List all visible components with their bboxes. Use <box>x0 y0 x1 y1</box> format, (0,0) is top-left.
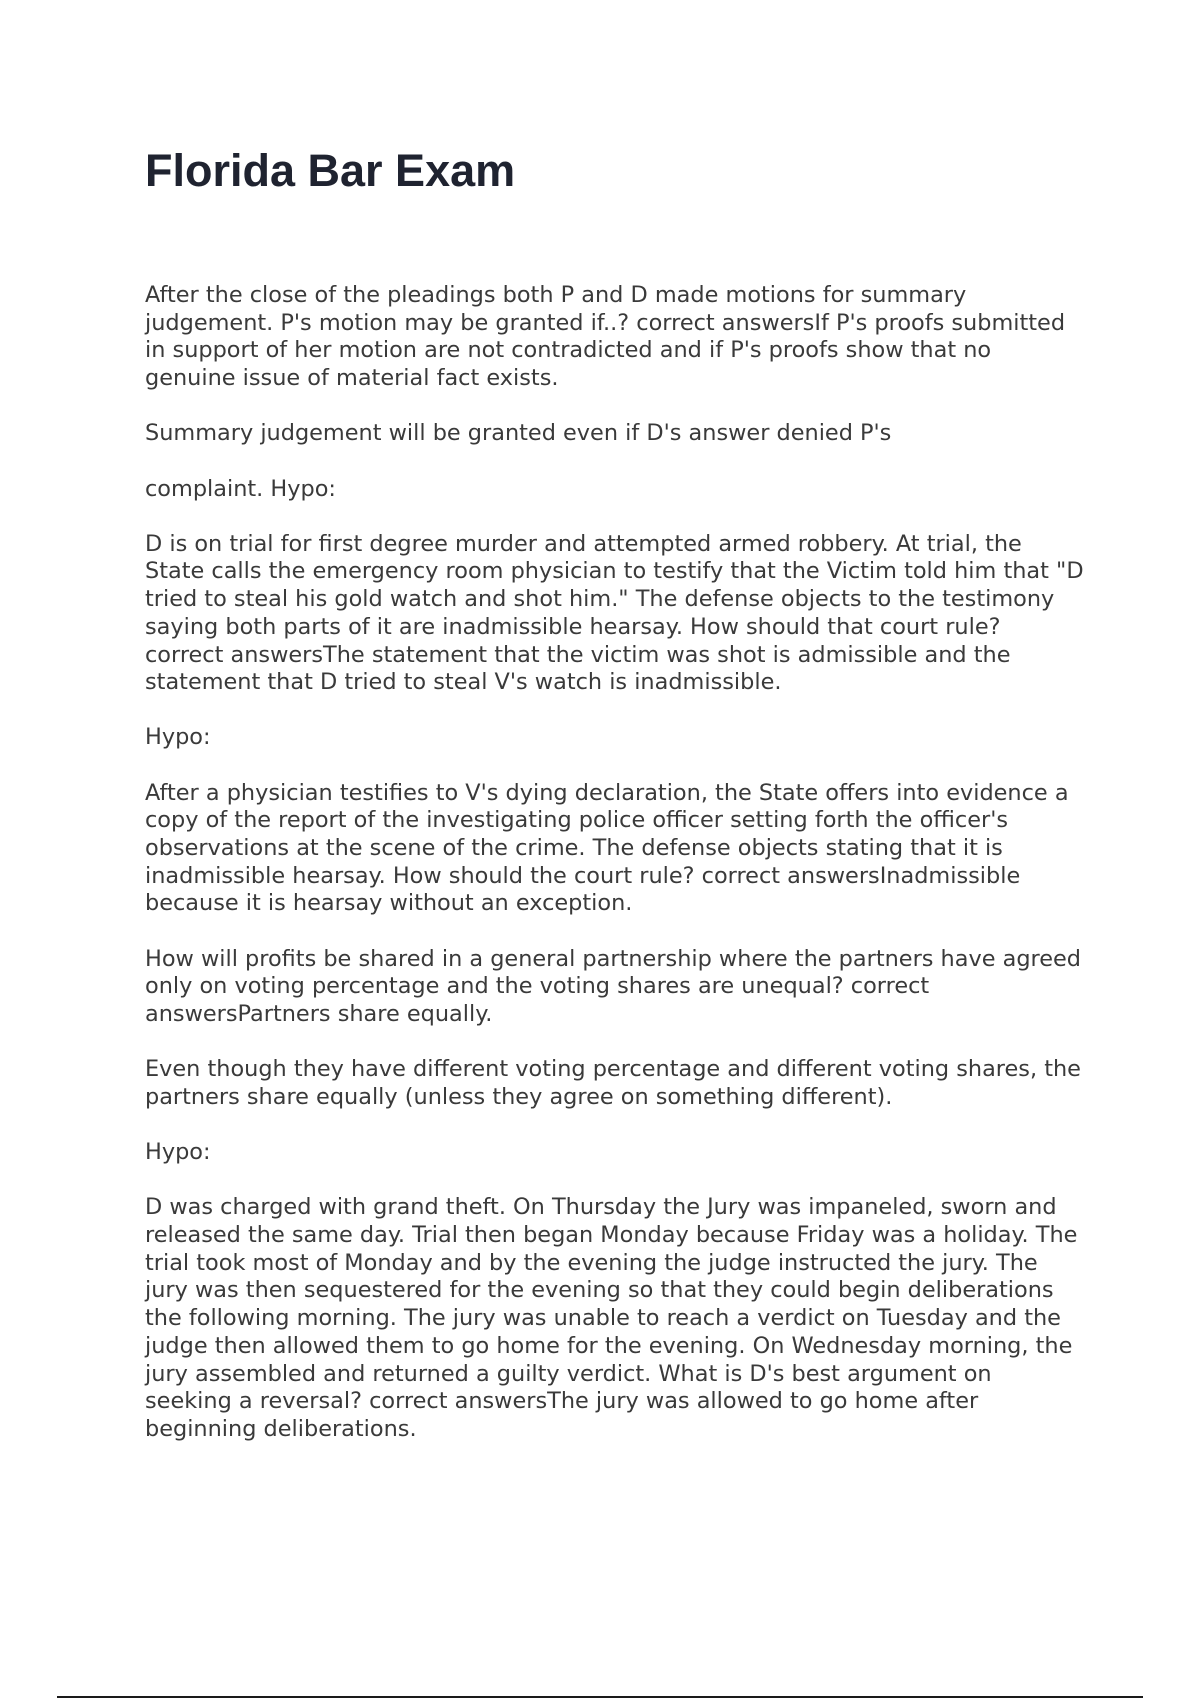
paragraph-hearsay-question: D is on trial for first degree murder and attempted armed robbery. At trial, the State calls the emergency room physician to testify that the Victim told him that "D tried to steal his gold watch and shot him." The defense objects to the testimony saying both parts of it are inadmissible hearsay. How should that court rule? correct answersThe statement that the victim was shot is admissible and the statement that D tried to steal V's watch is inadmissible. <box>145 530 1084 696</box>
footer-divider <box>57 1696 1143 1698</box>
paragraph-complaint-hypo: complaint. Hypo: <box>145 475 336 502</box>
paragraph-partnership-note: Even though they have different voting percentage and different voting shares, the partners share equally (unless they agree on something different). <box>145 1056 1081 1110</box>
paragraph-hypo-label: Hypo: <box>145 724 211 751</box>
paragraph-summary-judgement-question: After the close of the pleadings both P and D made motions for summary judgement. P's motion may be granted if..? correct answersIf P's proofs submitted in support of her motion are not contradicted and if P's proofs show that no genuine issue of material fact exists. <box>145 282 1066 392</box>
document-body <box>145 282 1085 1471</box>
paragraph-summary-judgement-note: Summary judgement will be granted even if D's answer denied P's <box>145 420 892 447</box>
paragraph-partnership-question: How will profits be shared in a general partnership where the partners have agreed only on voting percentage and the voting shares are unequal? correct answersPartners share equally. <box>145 945 1082 1028</box>
paragraph-police-report-question: After a physician testifies to V's dying declaration, the State offers into evidence a copy of the report of the investigating police officer setting forth the officer's observations at the scene of the crime. The defense objects stating that it is inadmissible hearsay. How should the court rule? correct answersInadmissible because it is hearsay without an exception. <box>145 779 1069 917</box>
paragraph-jury-question: D was charged with grand theft. On Thursday the Jury was impaneled, sworn and released the same day. Trial then began Monday because Friday was a holiday. The trial took most of Monday and by the evening the judge instructed the jury. The jury was then sequestered for the evening so that they could begin deliberations the following morning. The jury was unable to reach a verdict on Tuesday and the judge then allowed them to go home for the evening. On Wednesday morning, the jury assembled and returned a guilty verdict. What is D's best argument on seeking a reversal? correct answersThe jury was allowed to go home after beginning deliberations. <box>145 1194 1078 1442</box>
paragraph-hypo-label-2: Hypo: <box>145 1139 211 1166</box>
document-title: Florida Bar Exam <box>145 145 516 196</box>
